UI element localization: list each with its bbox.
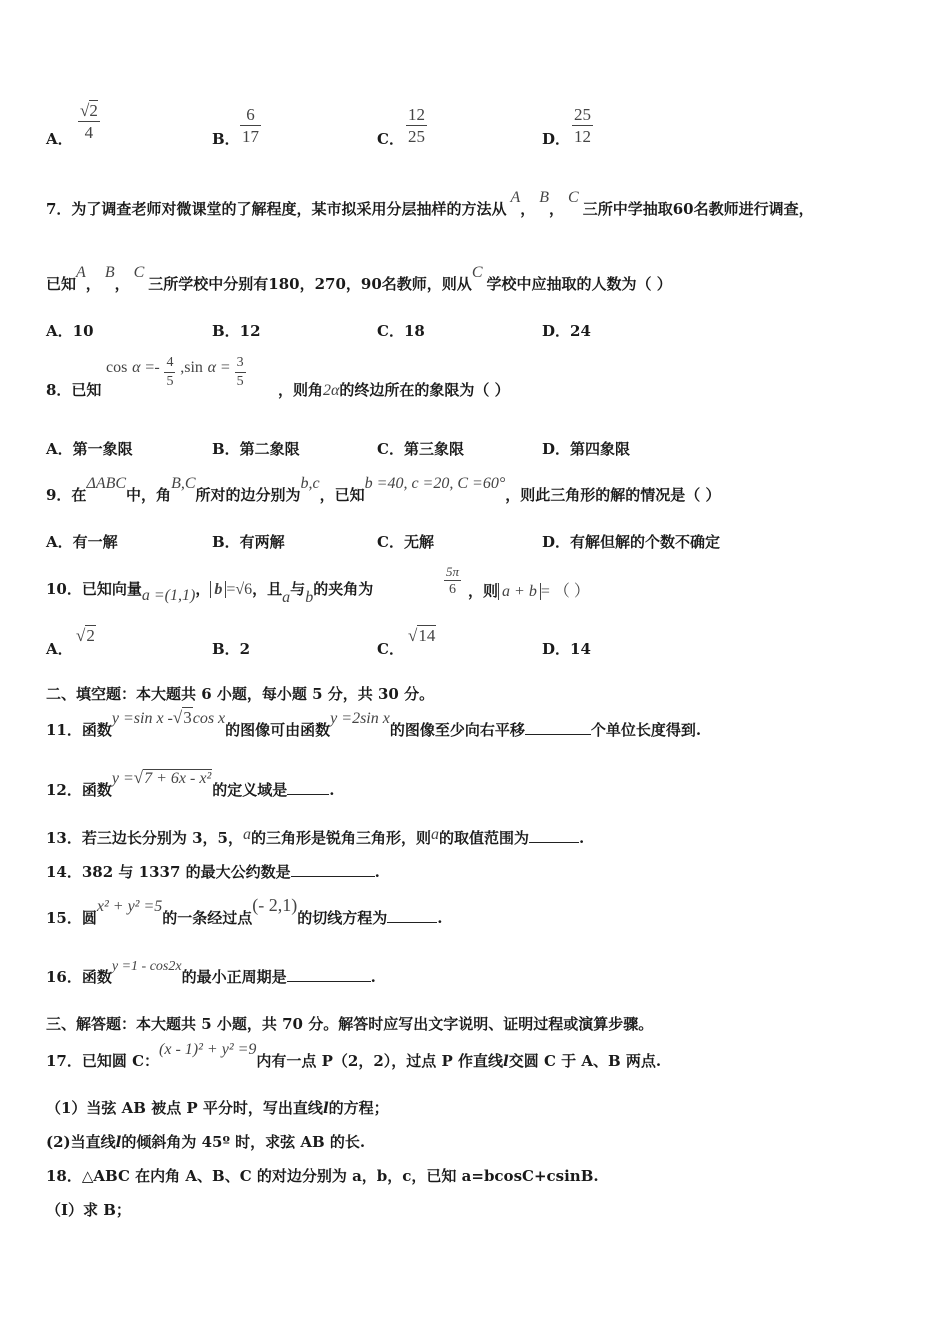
q7-options	[46, 320, 920, 342]
q17-circle-eq: (x - 1)² + y² =9	[159, 1041, 257, 1058]
q11-formula-2: y =2sin x	[330, 710, 390, 727]
q16-t1: 16．函数	[46, 968, 112, 986]
q8-eq: =-	[145, 359, 160, 376]
q7-text-1: 7．为了调查老师对微课堂的了解程度，某市拟采用分层抽样的方法从	[46, 200, 507, 218]
q9-t4: ，则此三角形的解的情况是（ ）	[505, 486, 721, 504]
q8-formula: cos α =- $\frac{4}{5}$ ,sin α = $\frac{3}{5}$	[106, 355, 244, 389]
q7-option-d: D．24	[542, 322, 591, 340]
q8-option-d: D．第四象限	[542, 440, 631, 458]
q10-t1: ，且	[252, 580, 283, 598]
q6-d-den: 12	[574, 127, 591, 147]
q11-sqrt3: 3	[183, 708, 192, 727]
q11-t3: 的图像至少向右平移	[389, 721, 525, 739]
q9-sides: b,c	[300, 475, 320, 492]
q15-blank[interactable]	[387, 908, 437, 923]
q8-option-b: B．第二象限	[212, 440, 300, 458]
q6-b-den: 17	[242, 127, 259, 147]
q6-a-num: 2	[89, 101, 98, 120]
q8-eq2: =	[220, 359, 230, 376]
q10-options	[46, 624, 920, 656]
q10-a-radicand: 2	[86, 626, 95, 645]
q17-line-l: l	[503, 1052, 509, 1070]
q8-prefix: 8．已知	[46, 381, 102, 399]
q8-d1: 5	[166, 373, 174, 389]
q6-option-d-value	[572, 104, 593, 148]
q11-t1: 11．函数	[46, 721, 112, 739]
q10-option-a: A．	[46, 640, 73, 658]
q6-options	[46, 100, 920, 156]
q10-t2: 与	[290, 580, 306, 598]
q9-t3: ，已知	[319, 486, 365, 504]
q17-t3: 交圆 C 于 A、B 两点.	[508, 1052, 662, 1070]
q10-t4: ，则	[468, 582, 499, 600]
q8-cos: cos	[106, 359, 128, 376]
q17-2-t2: 的倾斜角为 45º 时，求弦 AB 的长.	[121, 1133, 366, 1151]
q14-line	[46, 861, 920, 882]
q10-a: a	[282, 589, 291, 606]
q9-option-a: A．有一解	[46, 533, 118, 551]
q16-t3: .	[370, 968, 376, 986]
q12-line: 12．函数y =√7 + 6x - x²的定义域是 .	[46, 768, 335, 799]
q6-c-den: 25	[408, 127, 425, 147]
q10-line	[46, 566, 920, 608]
q6-b-num: 6	[240, 104, 261, 126]
q9-angles: B,C	[171, 475, 196, 492]
q16-formula: y =1 - cos2x	[111, 959, 182, 974]
q9-condition: b =40, c =20, C =60°	[364, 475, 506, 492]
q8-two-alpha: 2α	[323, 382, 340, 399]
q14-t1: 14．382 与 1337 的最大公约数是	[46, 863, 291, 881]
q10-c-radicand: 14	[418, 626, 436, 645]
q17-part2	[46, 1131, 920, 1152]
q9-triangle: ΔABC	[86, 475, 127, 492]
q8-n1: 4	[164, 354, 175, 373]
q6-c-num: 12	[406, 104, 427, 126]
q13-t4: .	[579, 829, 585, 847]
q17-2-t1: (2)当直线	[46, 1133, 116, 1151]
q11-t2: 的图像可由函数	[225, 721, 331, 739]
q9-t1: 中，角	[126, 486, 172, 504]
q8-sin: ,sin	[180, 359, 203, 376]
q8-options	[46, 438, 920, 460]
q17-t2: 内有一点 P（2，2），过点 P 作直线	[256, 1052, 504, 1070]
q10-t5: = （ ）	[540, 583, 590, 600]
q8-option-c: C．第三象限	[377, 440, 464, 458]
q17-line	[46, 1041, 920, 1071]
q17-1-t1: （1）当弦 AB 被点 P 平分时，写出直线	[46, 1099, 323, 1117]
q13-t1: 13．若三边长分别为 3，5，	[46, 829, 243, 847]
q13-t2: 的三角形是锐角三角形，则	[250, 829, 431, 847]
q6-a-den: 4	[84, 123, 94, 143]
q10-b-magnitude: b	[214, 581, 223, 598]
q12-blank[interactable]	[287, 780, 329, 795]
q17-t1: 17．已知圆 C：	[46, 1052, 160, 1070]
q12-t1: 12．函数	[46, 781, 112, 799]
q10-b-value: =√6	[226, 581, 253, 598]
q11-formula-1b: cos x	[192, 710, 226, 727]
q10-option-a-value: √2	[76, 626, 95, 645]
q8-n2: 3	[235, 354, 246, 373]
section-2-heading: 二、填空题：本大题共 6 小题，每小题 5 分，共 30 分。	[46, 685, 435, 703]
q6-option-c-label: C．	[377, 130, 404, 148]
q9-prefix: 9．在	[46, 486, 87, 504]
q10-sep: ，	[195, 580, 211, 598]
q7-numbers: 180，270，90	[268, 275, 382, 293]
q15-t2: 的一条经过点	[162, 909, 253, 927]
q11-line: 11．函数y =sin x -√3cos x的图像可由函数y =2sin x的图像至少向右平移 个单位长度得到.	[46, 708, 702, 739]
q16-line	[46, 959, 920, 987]
q6-option-a-label: A．	[46, 130, 73, 148]
q13-t3: 的取值范围为	[439, 829, 530, 847]
q10-option-d: D．14	[542, 640, 591, 658]
q8-alpha: α	[132, 359, 141, 376]
q8-option-a: A．第一象限	[46, 440, 133, 458]
q13-line: 13．若三边长分别为 3，5，a的三角形是锐角三角形，则a的取值范围为 .	[46, 826, 585, 847]
q7-text-4: 已知	[46, 275, 77, 293]
q9-options	[46, 531, 920, 553]
q11-t4: 个单位长度得到.	[590, 721, 702, 739]
q7-number: 60	[672, 200, 694, 218]
q10-option-c: C．	[377, 640, 404, 658]
q8-d2: 5	[236, 373, 244, 389]
q10-t3: 的夹角为	[313, 580, 374, 598]
q10-option-b: B．2	[212, 640, 251, 658]
q6-option-b-label: B．	[212, 130, 240, 148]
q15-t3: 的切线方程为	[297, 909, 388, 927]
q15-line	[46, 895, 920, 928]
q6-option-c-value	[406, 104, 427, 148]
q9-option-c: C．无解	[377, 533, 434, 551]
q11-blank[interactable]	[525, 720, 591, 735]
q7-text-7: 学校中应抽取的人数为（ ）	[486, 275, 672, 293]
q6-option-b-value	[240, 104, 261, 148]
q10-angle-num: 5π	[444, 564, 461, 581]
q14-blank[interactable]	[291, 862, 375, 877]
q10-b: b	[305, 589, 314, 606]
q17-2-line-l: l	[115, 1133, 122, 1151]
q7-line1: 7．为了调查老师对微课堂的了解程度，某市拟采用分层抽样的方法从 A， B， C 三所中学抽取60名教师进行调查，	[46, 189, 814, 218]
q17-part1	[46, 1097, 920, 1118]
q12-t2: 的定义域是	[212, 781, 288, 799]
q16-blank[interactable]	[287, 967, 371, 982]
q10-option-c-value: √14	[408, 626, 436, 645]
q10-prefix: 10．已知向量	[46, 580, 142, 598]
q15-t1: 15．圆	[46, 909, 97, 927]
q11-formula-1: y =sin x -	[111, 710, 173, 727]
q17-1-t2: 的方程；	[328, 1099, 389, 1117]
q15-point: (- 2,1)	[252, 895, 298, 915]
q8-line	[46, 354, 920, 400]
q7-text-2: 三所中学抽取	[582, 200, 673, 218]
section-3-heading: 三、解答题：本大题共 5 小题，共 70 分。解答时应写出文字说明、证明过程或演算步骤。	[46, 1015, 654, 1033]
q10-angle	[444, 564, 461, 599]
q18-part1: （Ⅰ）求 B；	[46, 1201, 131, 1219]
q7-option-b: B．12	[212, 322, 261, 340]
q17-1-line-l: l	[322, 1099, 329, 1117]
q9-option-d: D．有解但解的个数不确定	[542, 533, 721, 551]
q7-text-5: 三所学校中分别有	[148, 275, 269, 293]
q12-t3: .	[329, 781, 335, 799]
q9-t2: 所对的边分别为	[195, 486, 301, 504]
q16-t2: 的最小正周期是	[181, 968, 287, 986]
q18-line: 18．△ABC 在内角 A、B、C 的对边分别为 a，b，c，已知 a=bcosC+csinB.	[46, 1167, 599, 1185]
q8-suffix: 的终边所在的象限为（ ）	[339, 381, 510, 399]
q7-option-c: C．18	[377, 322, 425, 340]
q9-option-b: B．有两解	[212, 533, 285, 551]
q10-a-vector: a =(1,1)	[141, 587, 196, 604]
q8-mid: ，则角	[278, 381, 324, 399]
q15-t4: .	[437, 909, 443, 927]
q10-sum: a + b	[502, 583, 537, 600]
q7-line2: 已知A， B， C 三所学校中分别有180，270，90名教师，则从C 学校中应抽取的人数为（ ）	[46, 264, 672, 293]
q12-formula: y =	[111, 770, 134, 787]
q9-line	[46, 475, 920, 505]
q15-circle-eq: x² + y² =5	[96, 898, 163, 915]
q7-text-6: 名教师，则从	[381, 275, 472, 293]
q7-text-3: 名教师进行调查，	[693, 200, 814, 218]
q7-option-a: A．10	[46, 322, 94, 340]
q13-blank[interactable]	[529, 828, 579, 843]
q14-t2: .	[374, 863, 380, 881]
q13-var-a: a	[242, 826, 251, 843]
q6-option-d-label: D．	[542, 130, 571, 148]
q10-angle-den: 6	[449, 582, 456, 598]
q6-option-a-value: $\frac{√2}{4}$	[80, 101, 98, 143]
q12-radicand: 7 + 6x - x²	[144, 770, 212, 787]
q6-d-num: 25	[572, 104, 593, 126]
